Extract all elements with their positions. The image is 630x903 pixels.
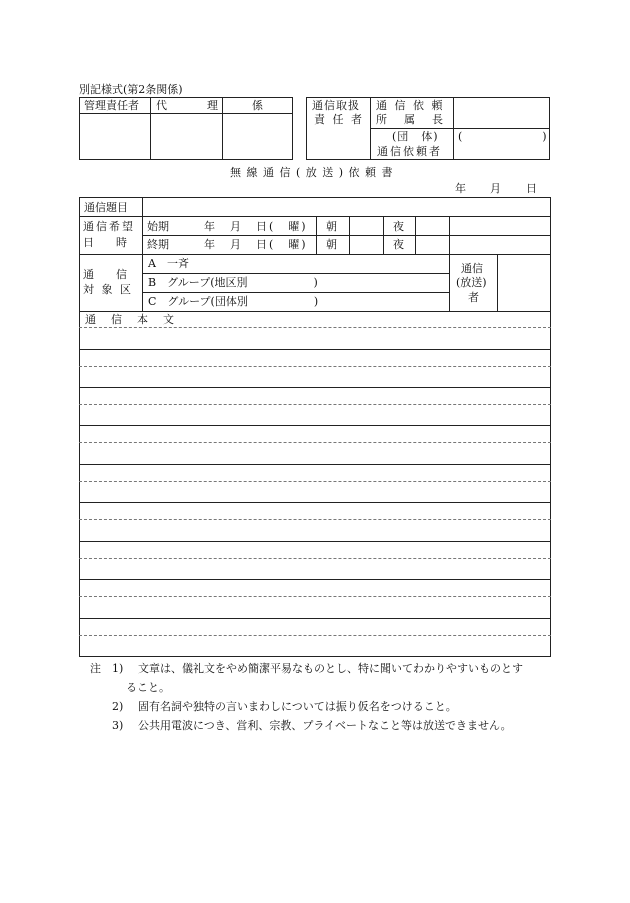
target-line-1 [142, 273, 449, 274]
schedule-mid-line [142, 235, 551, 236]
body-rule-line [79, 541, 551, 542]
target-option-c[interactable]: C グループ(団体別 ) [148, 295, 319, 308]
manager-stamp-cell[interactable] [80, 114, 150, 159]
schedule-label-2: 日 時 [83, 236, 127, 249]
requester-mid-line [370, 128, 550, 129]
schedule-divider-b [349, 216, 350, 254]
note-1-line-1: 文章は、儀礼文をやめ簡潔平易なものとし、特に聞いてわかりやすいものとす [138, 662, 523, 675]
start-date-field[interactable]: 年 月 日( 曜) [204, 220, 308, 233]
org-label: (団 体) [392, 130, 439, 143]
target-option-a[interactable]: A 一斉 [148, 257, 189, 270]
note-3-number: 3) [112, 719, 124, 732]
target-label-2: 対 象 区 [83, 283, 133, 296]
end-date-field[interactable]: 年 月 日( 曜) [204, 238, 308, 251]
note-2-number: 2) [112, 700, 124, 713]
body-rule-line [79, 618, 551, 619]
start-label: 始期 [147, 220, 169, 233]
body-text-area[interactable] [80, 312, 550, 656]
note-1-number: 1) [112, 662, 124, 675]
deputy-stamp-cell[interactable] [151, 114, 222, 159]
body-rule-line [79, 387, 551, 388]
schedule-divider-e [449, 216, 450, 254]
body-guide-line [79, 519, 551, 520]
deputy-header: 代 理 [156, 99, 224, 112]
schedule-divider-a [316, 216, 317, 254]
date-month[interactable]: 月 [490, 182, 501, 195]
sender-field[interactable] [498, 255, 550, 310]
body-guide-line [79, 481, 551, 482]
body-rule-line [79, 349, 551, 350]
note-3-text: 公共用電波につき、営利、宗教、プライベートなこと等は放送できません。 [138, 719, 512, 732]
start-night-label: 夜 [393, 220, 404, 233]
dept-head-field[interactable] [454, 98, 549, 128]
target-label-divider [142, 254, 143, 311]
subject-bottom-line [79, 216, 551, 217]
subject-field[interactable] [143, 198, 550, 215]
body-rule-line [79, 464, 551, 465]
requester-label-2: 所 属 長 [376, 113, 446, 126]
body-guide-line [79, 558, 551, 559]
sender-label-2: (放送) [456, 276, 487, 289]
schedule-divider-d [415, 216, 416, 254]
document-title: 無 線 通 信 ( 放 送 ) 依 頼 書 [230, 166, 394, 179]
end-night-label: 夜 [393, 238, 404, 251]
requester-label-1: 通 信 依 頼 [376, 99, 445, 112]
target-option-b[interactable]: B グループ(地区別 ) [148, 276, 318, 289]
org-name-field[interactable]: ( ) [458, 130, 549, 143]
body-guide-line [79, 635, 551, 636]
end-label: 終期 [147, 238, 169, 251]
org-requester-label: 通信依頼者 [377, 145, 442, 158]
start-morning-label: 朝 [326, 220, 337, 233]
target-label-1: 通 信 [83, 268, 127, 281]
body-guide-line [79, 596, 551, 597]
schedule-bottom-line [79, 254, 551, 255]
note-1-line-2: ること。 [126, 681, 170, 694]
body-guide-line [79, 366, 551, 367]
body-label: 通 信 本 文 [85, 313, 176, 326]
note-2-text: 固有名詞や独特の言いまわしについては振り仮名をつけること。 [138, 700, 457, 713]
date-day[interactable]: 日 [526, 182, 537, 195]
body-guide-line [79, 404, 551, 405]
staff-stamp-cell[interactable] [223, 114, 292, 159]
handler-label-1: 通信取扱 [312, 99, 360, 112]
sender-label-3: 者 [468, 291, 479, 304]
target-line-2 [142, 292, 449, 293]
schedule-label-1: 通信希望 [83, 220, 135, 233]
staff-header: 係 [252, 99, 263, 112]
body-rule-line [79, 502, 551, 503]
body-rule-line [79, 579, 551, 580]
body-rule-line [79, 425, 551, 426]
form-label: 別記様式(第2条関係) [79, 83, 183, 96]
end-morning-label: 朝 [326, 238, 337, 251]
handler-label-2: 責 任 者 [314, 113, 364, 126]
body-guide-line [79, 442, 551, 443]
sender-label-1: 通信 [461, 262, 483, 275]
date-year[interactable]: 年 [455, 182, 466, 195]
sender-divider-left [449, 254, 450, 311]
manager-header: 管理責任者 [84, 99, 139, 112]
notes-prefix: 注 [90, 662, 101, 675]
subject-label: 通信題目 [84, 201, 128, 214]
body-guide-line [79, 327, 551, 328]
schedule-divider-c [383, 216, 384, 254]
